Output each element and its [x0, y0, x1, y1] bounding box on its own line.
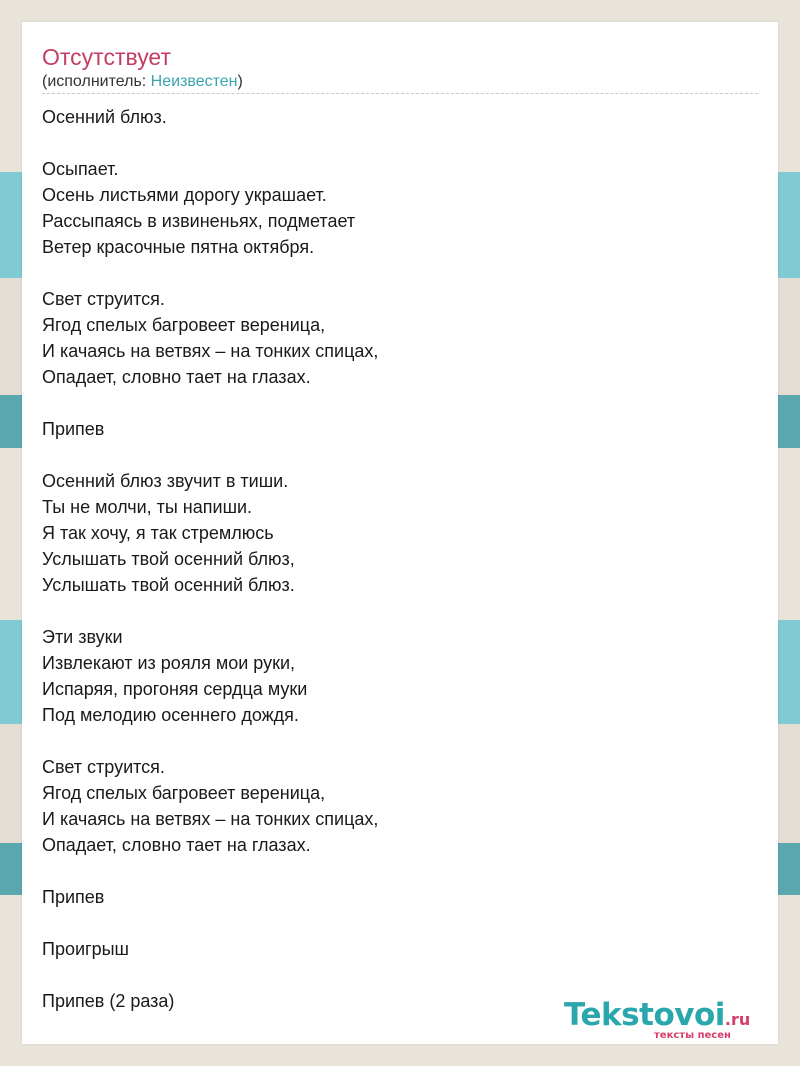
- lyric-line: [42, 390, 758, 416]
- lyric-line: [42, 962, 758, 988]
- lyric-line: И качаясь на ветвях – на тонких спицах,: [42, 341, 379, 361]
- lyric-line: Припев: [42, 887, 105, 907]
- lyric-line: [42, 598, 758, 624]
- lyric-line: Ягод спелых багровеет вереница,: [42, 315, 326, 335]
- logo-tagline: тексты песен: [654, 1030, 731, 1041]
- lyric-line: Ягод спелых багровеет вереница,: [42, 783, 326, 803]
- lyric-line: [42, 728, 758, 754]
- lyric-line: Опадает, словно тает на глазах.: [42, 835, 311, 855]
- lyric-line: И качаясь на ветвях – на тонких спицах,: [42, 809, 379, 829]
- lyric-line: [42, 130, 758, 156]
- logo-tld: .ru: [724, 1010, 751, 1029]
- lyric-line: Ты не молчи, ты напиши.: [42, 497, 253, 517]
- lyric-line: Припев: [42, 419, 105, 439]
- lyric-line: Услышать твой осенний блюз,: [42, 549, 295, 569]
- lyrics-card: [22, 22, 778, 1044]
- lyric-line: Припев (2 раза): [42, 991, 175, 1011]
- lyric-line: Осенний блюз звучит в тиши.: [42, 471, 289, 491]
- lyric-line: Услышать твой осенний блюз.: [42, 575, 295, 595]
- lyric-line: Эти звуки: [42, 627, 123, 647]
- song-title: Отсутствует: [42, 44, 171, 70]
- lyric-line: Испаряя, прогоняя сердца муки: [42, 679, 308, 699]
- lyric-line: [42, 442, 758, 468]
- title-divider: [42, 93, 758, 94]
- lyric-line: Под мелодию осеннего дождя.: [42, 705, 299, 725]
- lyrics-text: [42, 104, 758, 1014]
- lyric-line: Извлекают из рояля мои руки,: [42, 653, 295, 673]
- site-logo[interactable]: [564, 998, 770, 1044]
- lyric-line: Я так хочу, я так стремлюсь: [42, 523, 274, 543]
- artist-line: [42, 72, 243, 92]
- artist-prefix: (исполнитель:: [42, 73, 151, 90]
- logo-name: Tekstovoi: [564, 997, 725, 1033]
- lyric-line: Проигрыш: [42, 939, 129, 959]
- lyric-line: [42, 858, 758, 884]
- artist-suffix: ): [237, 73, 243, 90]
- lyric-line: Осень листьями дорогу украшает.: [42, 185, 327, 205]
- lyric-line: Опадает, словно тает на глазах.: [42, 367, 311, 387]
- lyric-line: Осенний блюз.: [42, 107, 167, 127]
- artist-link[interactable]: Неизвестен: [150, 73, 238, 90]
- lyric-line: Ветер красочные пятна октября.: [42, 237, 315, 257]
- lyric-line: Осыпает.: [42, 159, 119, 179]
- lyric-line: [42, 260, 758, 286]
- lyric-line: Свет струится.: [42, 757, 165, 777]
- lyric-line: Свет струится.: [42, 289, 165, 309]
- lyric-line: Рассыпаясь в извиненьях, подметает: [42, 211, 356, 231]
- lyric-line: [42, 910, 758, 936]
